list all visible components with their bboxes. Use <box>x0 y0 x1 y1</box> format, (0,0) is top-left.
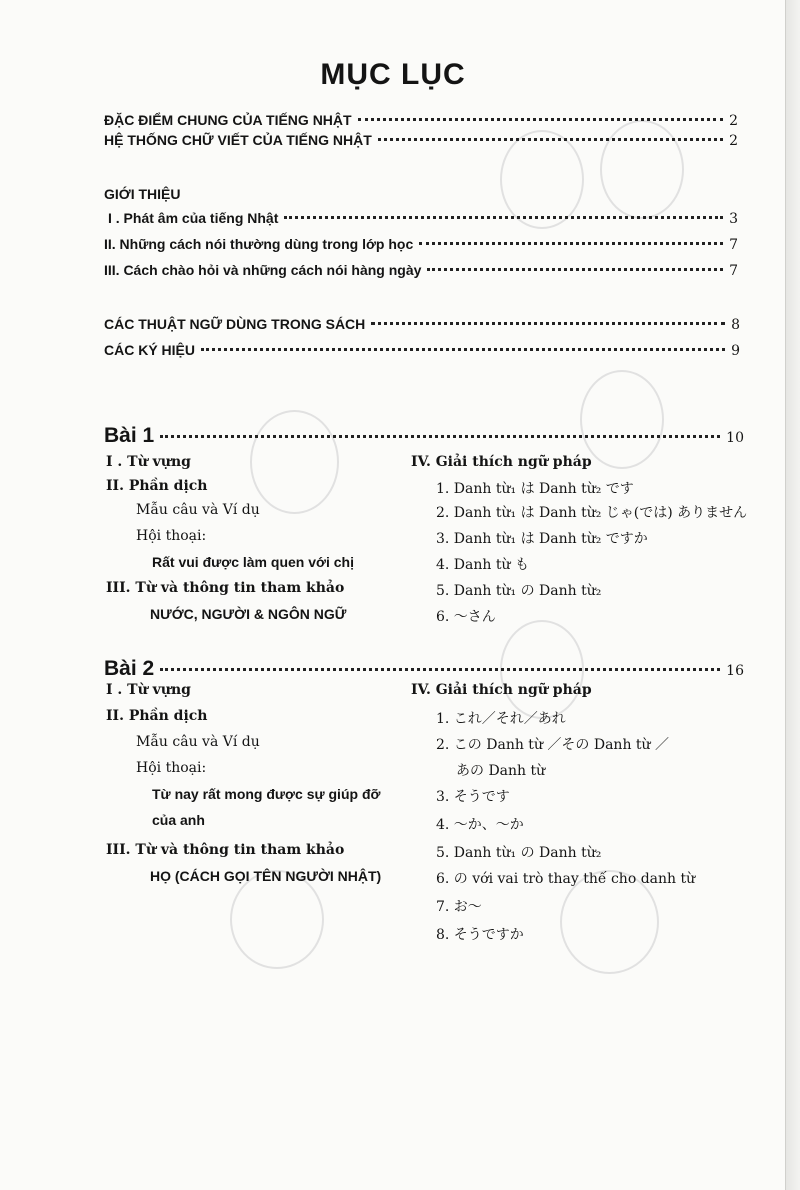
grammar-item: 1. Danh từ₁ は Danh từ₂ です <box>436 481 634 497</box>
leader-dots <box>201 348 725 351</box>
toc-entry[interactable] <box>104 342 740 359</box>
reference-title: HỌ (CÁCH GỌI TÊN NGƯỜI NHẬT) <box>150 868 382 884</box>
grammar-item: 8. そうですか <box>436 927 524 943</box>
leader-dots <box>371 322 725 325</box>
leader-dots <box>427 268 723 271</box>
toc-entry[interactable] <box>104 236 738 253</box>
section-iii: III. Từ và thông tin tham khảo <box>106 842 345 858</box>
grammar-item-cont: あの Danh từ <box>456 763 546 779</box>
section-i: I . Từ vựng <box>106 454 191 470</box>
leader-dots <box>419 242 723 245</box>
grammar-item: 7. お～ <box>436 899 482 915</box>
page-title: MỤC LỤC <box>320 58 466 91</box>
lesson-title: Bài 1 <box>104 424 155 447</box>
grammar-item: 5. Danh từ₁ の Danh từ₂ <box>436 583 602 599</box>
patterns-label: Mẫu câu và Ví dụ <box>136 734 260 750</box>
toc-entry-label: III. Cách chào hỏi và những cách nói hàng ngày <box>104 262 422 278</box>
toc-entry-page: 2 <box>729 113 738 129</box>
toc-entry[interactable] <box>104 262 738 279</box>
lesson-page: 16 <box>726 663 744 679</box>
reference-title: NƯỚC, NGƯỜI & NGÔN NGỮ <box>150 606 347 622</box>
grammar-item: 4. ～か、～か <box>436 817 524 833</box>
lesson-title: Bài 2 <box>104 657 155 680</box>
leader-dots <box>358 118 723 121</box>
section-ii: II. Phần dịch <box>106 478 208 494</box>
grammar-item: 4. Danh từ も <box>436 557 529 573</box>
intro-heading: GIỚI THIỆU <box>104 186 181 202</box>
grammar-item: 6. ～さん <box>436 609 496 625</box>
toc-entry-label: HỆ THỐNG CHỮ VIẾT CỦA TIẾNG NHẬT <box>104 132 372 148</box>
toc-entry-page: 8 <box>731 317 740 333</box>
showthrough-portrait <box>230 870 324 969</box>
toc-entry[interactable] <box>104 132 738 149</box>
lesson-heading[interactable] <box>104 657 744 681</box>
section-iii: III. Từ và thông tin tham khảo <box>106 580 345 596</box>
dialog-title: Từ nay rất mong được sự giúp đỡ <box>152 786 381 802</box>
toc-entry-page: 9 <box>731 343 740 359</box>
toc-entry-page: 7 <box>729 237 738 253</box>
grammar-item: 6. の với vai trò thay thế cho danh từ <box>436 871 696 887</box>
dialog-title-cont: của anh <box>152 812 205 828</box>
grammar-item: 5. Danh từ₁ の Danh từ₂ <box>436 845 602 861</box>
toc-entry-page: 2 <box>729 133 738 149</box>
grammar-item: 2. Danh từ₁ は Danh từ₂ じゃ(では) ありません <box>436 505 748 521</box>
grammar-item: 3. そうです <box>436 789 510 805</box>
toc-entry[interactable] <box>104 316 740 333</box>
section-i: I . Từ vựng <box>106 682 191 698</box>
section-iv: IV. Giải thích ngữ pháp <box>411 682 592 698</box>
grammar-item: 1. これ／それ／あれ <box>436 711 566 727</box>
dialog-title: Rất vui được làm quen với chị <box>152 554 354 570</box>
toc-entry[interactable] <box>108 210 738 227</box>
toc-entry-label: CÁC THUẬT NGỮ DÙNG TRONG SÁCH <box>104 316 366 332</box>
dialog-label: Hội thoại: <box>136 760 207 776</box>
toc-entry-label: I . Phát âm của tiếng Nhật <box>108 210 279 226</box>
toc-entry-page: 3 <box>729 211 738 227</box>
page-edge <box>785 0 800 1190</box>
toc-entry-label: CÁC KÝ HIỆU <box>104 342 196 358</box>
toc-entry-label: II. Những cách nói thường dùng trong lớp học <box>104 236 414 252</box>
dialog-label: Hội thoại: <box>136 528 207 544</box>
grammar-item: 2. この Danh từ ／その Danh từ ／ <box>436 737 670 753</box>
lesson-page: 10 <box>726 430 744 446</box>
toc-entry[interactable] <box>104 112 738 129</box>
toc-entry-page: 7 <box>729 263 738 279</box>
leader-dots <box>160 435 720 438</box>
leader-dots <box>378 138 723 141</box>
leader-dots <box>160 668 720 671</box>
section-ii: II. Phần dịch <box>106 708 208 724</box>
showthrough-portrait <box>580 370 664 469</box>
patterns-label: Mẫu câu và Ví dụ <box>136 502 260 518</box>
lesson-heading[interactable] <box>104 424 744 448</box>
leader-dots <box>284 216 723 219</box>
section-iv: IV. Giải thích ngữ pháp <box>411 454 592 470</box>
grammar-item: 3. Danh từ₁ は Danh từ₂ ですか <box>436 531 648 547</box>
toc-entry-label: ĐẶC ĐIỂM CHUNG CỦA TIẾNG NHẬT <box>104 112 352 128</box>
